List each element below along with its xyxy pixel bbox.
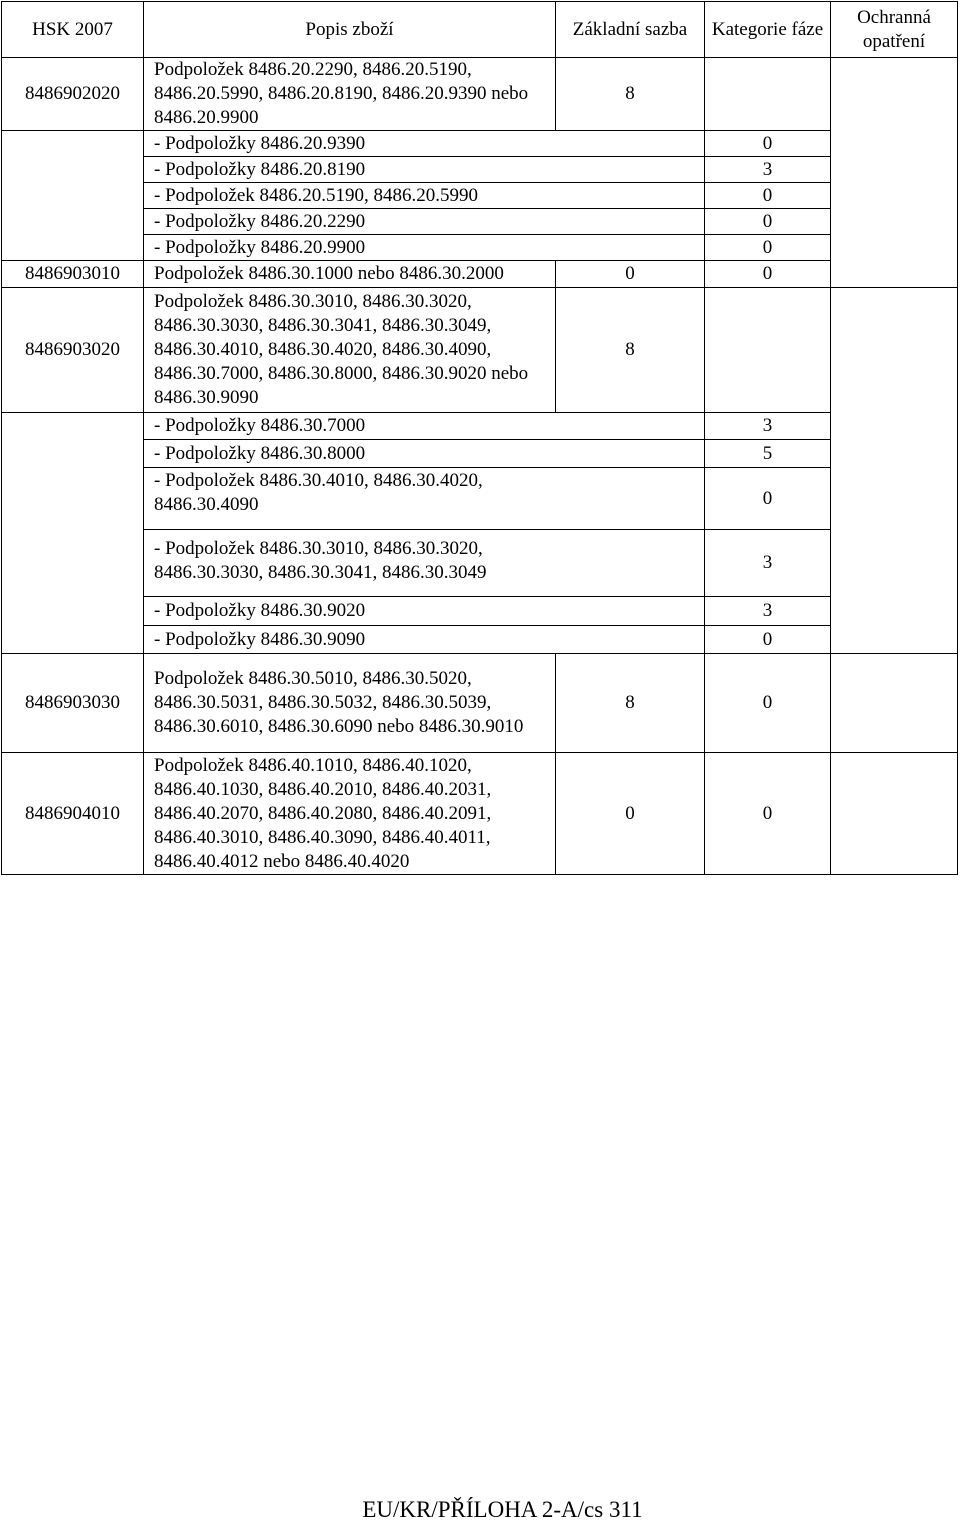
table-row [2, 157, 958, 183]
header-ochranna: Ochranná opatření [831, 2, 958, 58]
table-row [2, 209, 958, 235]
base-rate: 8 [556, 58, 705, 131]
description: Podpoložek 8486.40.1010, 8486.40.1020, 8486.40.1030, 8486.40.2010, 8486.40.2031, 8486.40.2070, 8486.40.2080, 8486.40.2091, 8486.40.3010, 8486.40.3090, 8486.40.4011, 8486.40.4012 nebo 8486.40.4020 [144, 753, 556, 875]
table-row [2, 288, 958, 413]
staging-category [705, 288, 831, 413]
sub-description-text: - Podpoložek 8486.30.3010, 8486.30.3020, 8486.30.3030, 8486.30.3041, 8486.30.3049 [154, 538, 487, 583]
header-kategorie: Kategorie fáze [705, 2, 831, 58]
staging-category: 0 [705, 261, 831, 288]
hsk-code: 8486904010 [2, 753, 144, 875]
description: Podpoložek 8486.30.5010, 8486.30.5020, 8486.30.5031, 8486.30.5032, 8486.30.5039, 8486.30.6010, 8486.30.6090 nebo 8486.30.9010 [144, 654, 556, 753]
table-row [2, 530, 958, 597]
page-footer: EU/KR/PŘÍLOHA 2-A/cs 311 [362, 1497, 643, 1522]
staging-category: 5 [705, 440, 831, 468]
staging-category: 0 [705, 626, 831, 654]
staging-category: 0 [705, 209, 831, 235]
staging-category: 3 [705, 530, 831, 597]
sub-description: - Podpoložky 8486.20.9900 [144, 235, 705, 261]
sub-description: - Podpoložky 8486.30.7000 [144, 413, 705, 440]
sub-description: - Podpoložky 8486.30.9090 [144, 626, 705, 654]
table-row [2, 753, 958, 875]
table-row [2, 468, 958, 530]
base-rate: 0 [556, 753, 705, 875]
description: Podpoložek 8486.20.2290, 8486.20.5190, 8486.20.5990, 8486.20.8190, 8486.20.9390 nebo 8486.20.9900 [144, 58, 556, 131]
header-sazba: Základní sazba [556, 2, 705, 58]
tariff-table [1, 1, 958, 875]
safeguard-cell [831, 288, 958, 654]
staging-category: 3 [705, 413, 831, 440]
sub-description: - Podpoložky 8486.20.8190 [144, 157, 705, 183]
table-row [2, 597, 958, 626]
table-row [2, 626, 958, 654]
description: Podpoložek 8486.30.3010, 8486.30.3020, 8486.30.3030, 8486.30.3041, 8486.30.3049, 8486.30.4010, 8486.30.4020, 8486.30.4090, 8486.30.7000, 8486.30.8000, 8486.30.9020 nebo 8486.30.9090 [144, 288, 556, 413]
header-hsk: HSK 2007 [2, 2, 144, 58]
base-rate: 8 [556, 654, 705, 753]
table-row [2, 58, 958, 131]
staging-category: 0 [705, 235, 831, 261]
description: Podpoložek 8486.30.1000 nebo 8486.30.2000 [144, 261, 556, 288]
hsk-code: 8486903030 [2, 654, 144, 753]
header-popis: Popis zboží [144, 2, 556, 58]
staging-category: 0 [705, 753, 831, 875]
staging-category: 3 [705, 597, 831, 626]
table-row [2, 654, 958, 753]
table-row [2, 183, 958, 209]
hsk-code-empty [2, 131, 144, 261]
sub-description: - Podpoložky 8486.30.9020 [144, 597, 705, 626]
sub-description [144, 468, 705, 530]
table-row [2, 261, 958, 288]
hsk-code: 8486903020 [2, 288, 144, 413]
safeguard-cell [831, 753, 958, 875]
table-row [2, 413, 958, 440]
sub-description: - Podpoložky 8486.20.9390 [144, 131, 705, 157]
table-row [2, 440, 958, 468]
staging-category [705, 58, 831, 131]
sub-description: - Podpoložky 8486.30.8000 [144, 440, 705, 468]
staging-category: 0 [705, 183, 831, 209]
safeguard-cell [831, 654, 958, 753]
safeguard-cell [831, 58, 958, 288]
hsk-code: 8486902020 [2, 58, 144, 131]
sub-description [144, 530, 705, 597]
header-row [2, 2, 958, 58]
hsk-code: 8486903010 [2, 261, 144, 288]
sub-description: - Podpoložky 8486.20.2290 [144, 209, 705, 235]
staging-category: 3 [705, 157, 831, 183]
sub-description: - Podpoložek 8486.20.5190, 8486.20.5990 [144, 183, 705, 209]
staging-category: 0 [705, 468, 831, 530]
hsk-code-empty [2, 413, 144, 654]
table-row [2, 235, 958, 261]
sub-description-text: - Podpoložek 8486.30.4010, 8486.30.4020, 8486.30.4090 [154, 470, 483, 515]
staging-category: 0 [705, 131, 831, 157]
table-row [2, 131, 958, 157]
base-rate: 8 [556, 288, 705, 413]
base-rate: 0 [556, 261, 705, 288]
staging-category: 0 [705, 654, 831, 753]
